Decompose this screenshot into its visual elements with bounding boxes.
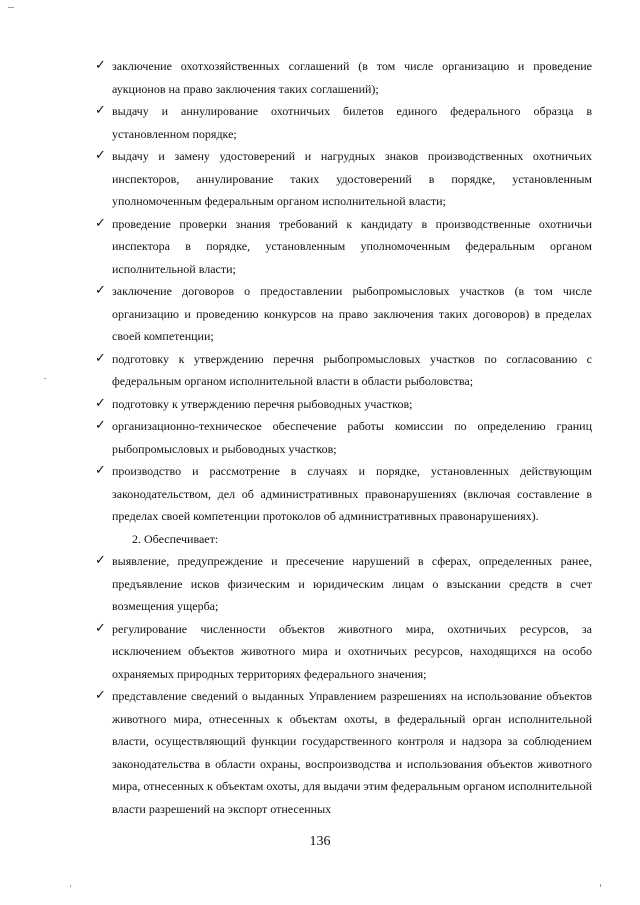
checkmark-icon: ✓: [95, 463, 106, 478]
list-item-text: заключение охотхозяйственных соглашений (в том числе организацию и проведение аукционов на право заключения таких соглашений);: [112, 59, 592, 96]
checkmark-icon: ✓: [95, 215, 106, 231]
checkmark-icon: ✓: [95, 395, 106, 411]
checkmark-icon: ✓: [95, 103, 106, 118]
list-item: [96, 460, 592, 528]
list-item-text: подготовку к утверждению перечня рыбоводных участков;: [112, 396, 413, 411]
list-item: [96, 348, 592, 393]
list-item-text: представление сведений о выданных Управлением разрешениях на использование объектов животного мира, отнесенных к объектам охоты, в федеральный орган исполнительной власти, осуществляющий функции государственного контроля и надзора за соблюдением законодательства в области охраны, воспроизводства и использования объектов животного мира, отнесенных к объектам охоты, для выдачи этим федеральным органом исполнительной власти разрешений на экспорт отнесенных: [112, 689, 592, 816]
list-item-text: регулирование численности объектов животного мира, охотничьих ресурсов, за исключением объектов животного мира и охотничьих ресурсов, находящихся на особо охраняемых природных территориях федерального значения;: [112, 621, 592, 681]
checkmark-icon: ✓: [95, 418, 106, 433]
checkmark-icon: ✓: [95, 620, 106, 636]
list-item-text: производство и рассмотрение в случаях и порядке, установленных действующим законодательством, дел об административных правонарушениях (включая составление в пределах своей компетенции протоколов об административных правонарушениях).: [112, 464, 592, 523]
list-item: [96, 100, 592, 145]
list-item: [96, 393, 592, 416]
list-item-text: выдачу и аннулирование охотничьих билетов единого федерального образца в установленном порядке;: [112, 104, 592, 141]
page-number: 136: [309, 834, 331, 849]
scan-mark: [8, 7, 14, 8]
document-body: [96, 55, 592, 820]
list-item: [96, 685, 592, 820]
list-item-text: проведение проверки знания требований к кандидату в производственные охотничьи инспектора в порядке, установленным уполномоченным федеральным органом исполнительной власти;: [112, 216, 592, 276]
section-heading: 2. Обеспечивает:: [132, 531, 219, 546]
list-item: [96, 213, 592, 281]
checkmark-icon: ✓: [95, 148, 106, 163]
checkmark-icon: ✓: [95, 350, 106, 366]
list-item-text: выдачу и замену удостоверений и нагрудных знаков производственных охотничьих инспекторов, аннулирование таких удостоверений в порядке, установленным уполномоченным федеральным органом исполнительной власти;: [112, 149, 592, 208]
checkmark-icon: ✓: [95, 688, 106, 703]
list-item: [96, 550, 592, 618]
list-item-text: подготовку к утверждению перечня рыбопромысловых участков по согласованию с федеральным органом исполнительной власти в области рыболовства;: [112, 351, 592, 388]
list-item-text: организационно-техническое обеспечение работы комиссии по определению границ рыбопромысловых и рыбоводных участков;: [112, 419, 592, 456]
checkmark-icon: ✓: [95, 553, 106, 568]
list-item: [96, 618, 592, 686]
scan-mark: [70, 885, 71, 887]
checkmark-icon: ✓: [95, 58, 106, 73]
checkmark-icon: ✓: [95, 283, 106, 298]
scan-mark: [44, 378, 46, 379]
list-item: [96, 280, 592, 348]
list-item: [96, 55, 592, 100]
list-item-text: выявление, предупреждение и пресечение нарушений в сферах, определенных ранее, предъявление исков физическим и юридическим лицам о взыскании средств в счет возмещения ущерба;: [112, 554, 592, 613]
list-item: [96, 145, 592, 213]
list-item-text: заключение договоров о предоставлении рыбопромысловых участков (в том числе организацию и проведению конкурсов на право заключения таких договоров) в пределах своей компетенции;: [112, 284, 592, 343]
scan-mark: [600, 884, 601, 887]
list-item: [96, 415, 592, 460]
